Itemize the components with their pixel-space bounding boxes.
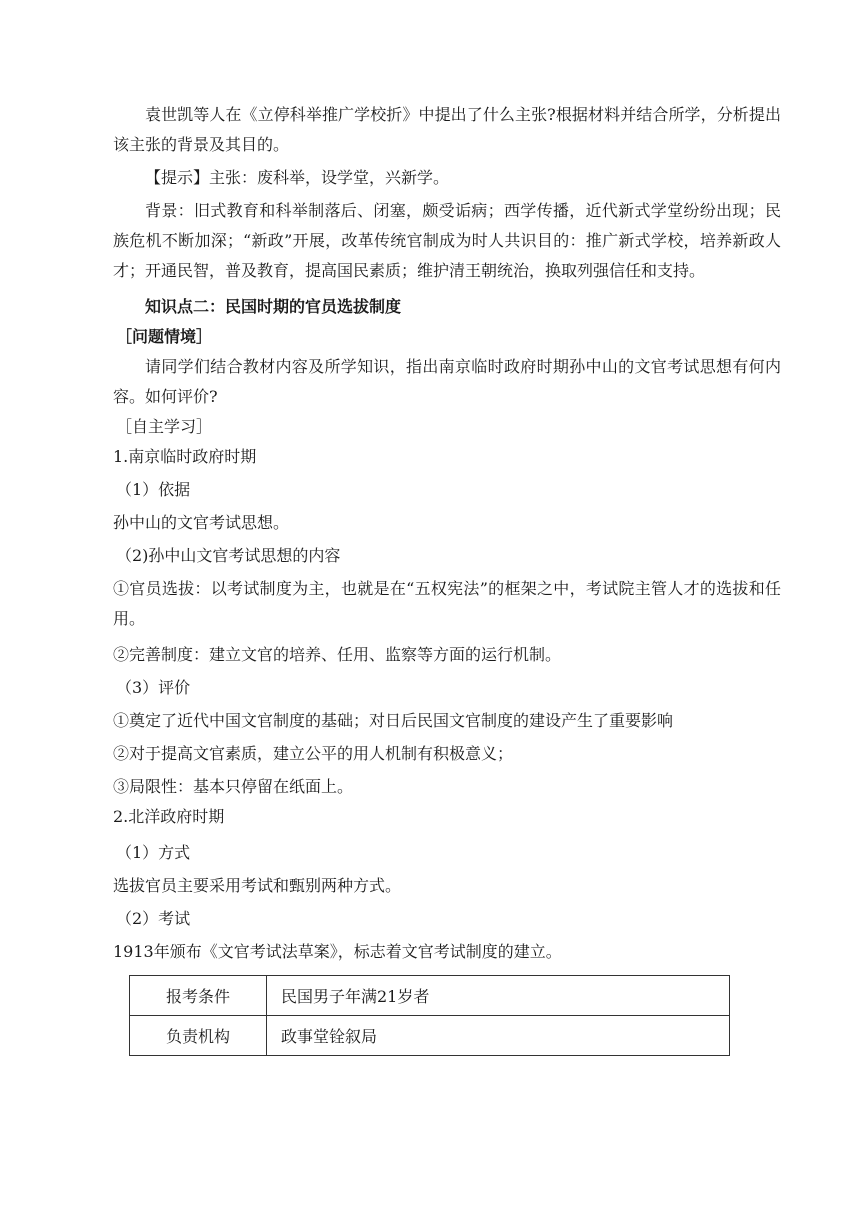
exam-info-table [129, 975, 730, 1056]
question-paragraph: 袁世凯等人在《立停科举推广学校折》中提出了什么主张?根据材料并结合所学，分析提出该主张的背景及其目的。 [113, 105, 781, 154]
subsection-1c-item-2: ②对于提高文官素质，建立公平的用人机制有积极意义； [113, 744, 514, 763]
subsection-1-title: 1.南京临时政府时期 [113, 447, 257, 466]
subsection-2b-text: 1913年颁布《文官考试法草案》，标志着文官考试制度的建立。 [113, 942, 562, 961]
problem-context-heading: ［问题情境］ [116, 327, 213, 346]
subsection-2-title: 2.北洋政府时期 [113, 807, 225, 826]
section-heading: 知识点二：民国时期的官员选拔制度 [145, 297, 402, 316]
table-key-cell: 报考条件 [130, 976, 267, 1016]
subsection-2a-text: 选拔官员主要采用考试和甄别两种方式。 [113, 876, 402, 895]
subsection-1b-item-2: ②完善制度：建立文官的培养、任用、监察等方面的运行机制。 [113, 645, 562, 664]
subsection-1a-title: （1）依据 [116, 480, 191, 499]
subsection-1c-item-3: ③局限性：基本只停留在纸面上。 [113, 777, 354, 796]
subsection-1c-title: （3）评价 [116, 678, 191, 697]
subsection-2b-title: （2）考试 [116, 909, 191, 928]
table-value-cell: 民国男子年满21岁者 [267, 976, 730, 1016]
self-study-heading: ［自主学习］ [116, 417, 213, 436]
subsection-1a-text: 孙中山的文官考试思想。 [113, 513, 290, 532]
subsection-1b-item-1: ①官员选拔：以考试制度为主，也就是在“五权宪法”的框架之中，考试院主管人才的选拔和任用。 [113, 579, 781, 628]
document-page [113, 100, 781, 1056]
table-value-cell: 政事堂铨叙局 [267, 1016, 730, 1056]
hint-paragraph: 【提示】主张：废科举，设学堂，兴新学。 [145, 168, 450, 187]
subsection-1c-item-1: ①奠定了近代中国文官制度的基础；对日后民国文官制度的建设产生了重要影响 [113, 711, 674, 730]
table-key-cell: 负责机构 [130, 1016, 267, 1056]
table-row [130, 1016, 730, 1056]
problem-paragraph: 请同学们结合教材内容及所学知识，指出南京临时政府时期孙中山的文官考试思想有何内容。如何评价? [113, 357, 781, 406]
background-paragraph: 背景：旧式教育和科举制落后、闭塞，颇受诟病；西学传播，近代新式学堂纷纷出现；民族危机不断加深；“新政”开展，改革传统官制成为时人共识目的：推广新式学校，培养新政人才；开通民智，普及教育，提高国民素质；维护清王朝统治，换取列强信任和支持。 [113, 201, 781, 280]
table-row [130, 976, 730, 1016]
subsection-2a-title: （1）方式 [116, 843, 191, 862]
subsection-1b-title: （2)孙中山文官考试思想的内容 [116, 546, 341, 565]
